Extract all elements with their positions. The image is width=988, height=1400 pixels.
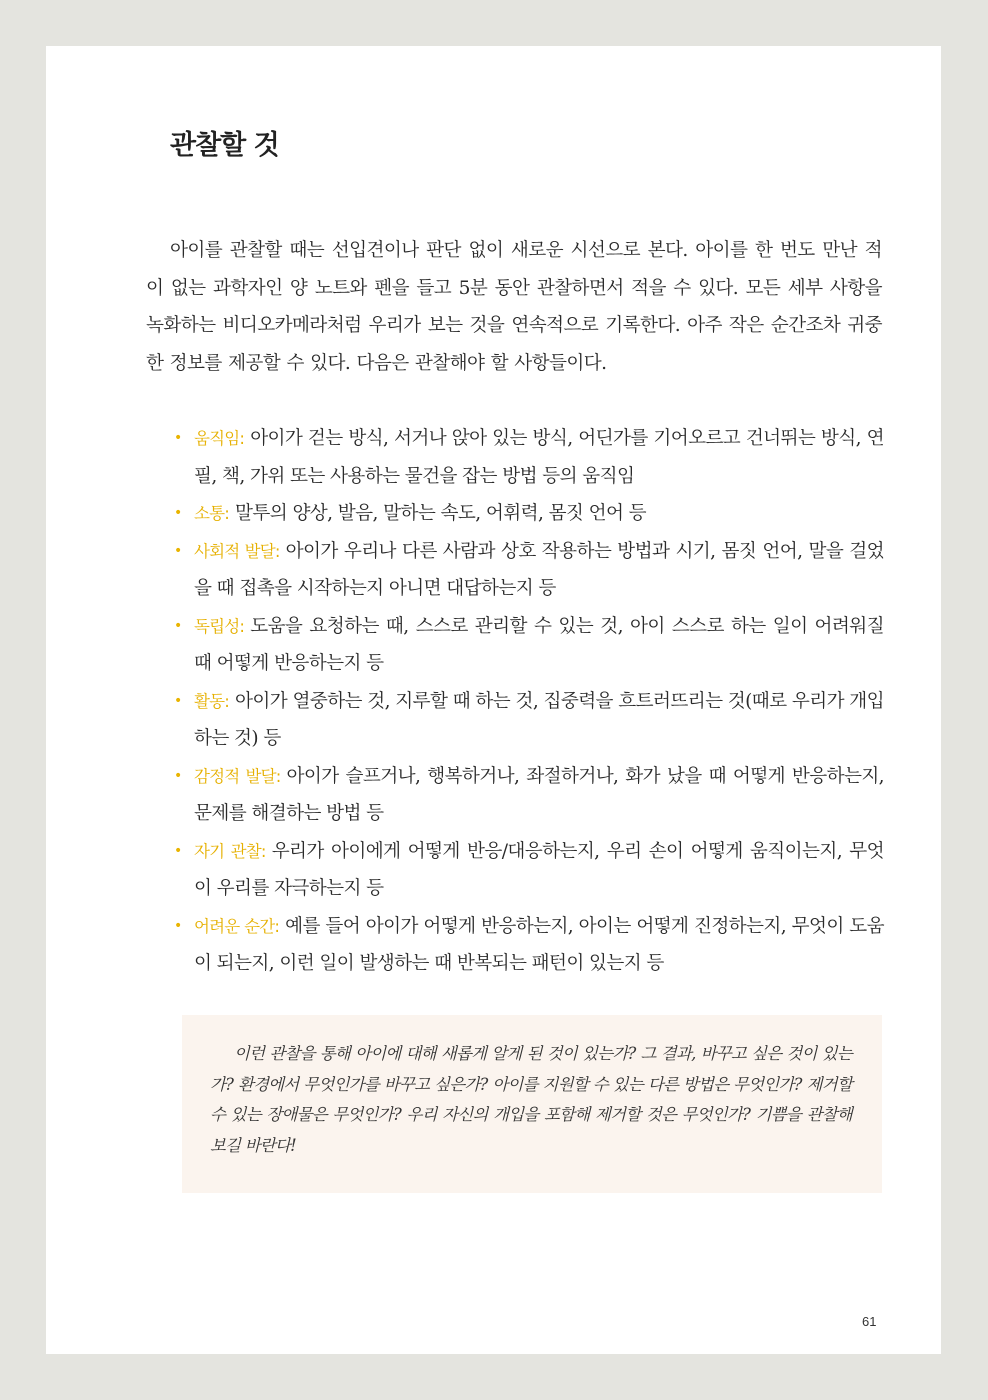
item-term: 감정적 발달: [194, 766, 281, 786]
list-item [174, 608, 884, 683]
bullet-icon: • [174, 692, 182, 709]
reflection-note-box [182, 1015, 882, 1193]
page-number: 61 [862, 1314, 877, 1329]
reflection-note-text: 이런 관찰을 통해 아이에 대해 새롭게 알게 된 것이 있는가? 그 결과, 바꾸고 싶은 것이 있는가? 환경에서 무엇인가를 바꾸고 싶은가? 아이를 지원할 수 있는 다른 방법은 무엇인가? 제거할 수 있는 장애물은 무엇인가? 우리 자신의 개입을 포함해 제거할 것은 무엇인가? 기쁨을 관찰해 보길 바란다! [210, 1044, 852, 1155]
item-text: 도움을 요청하는 때, 스스로 관리할 수 있는 것, 아이 스스로 하는 일이 어려워질 때 어떻게 반응하는지 등 [194, 615, 884, 674]
observation-list [174, 420, 884, 983]
list-item [174, 420, 884, 495]
item-term: 자기 관찰: [194, 841, 266, 861]
bullet-icon: • [174, 917, 182, 934]
section-title: 관찰할 것 [170, 130, 279, 161]
item-text: 예를 들어 아이가 어떻게 반응하는지, 아이는 어떻게 진정하는지, 무엇이 도움이 되는지, 이런 일이 발생하는 때 반복되는 패턴이 있는지 등 [194, 915, 885, 974]
item-text: 아이가 슬프거나, 행복하거나, 좌절하거나, 화가 났을 때 어떻게 반응하는지, 문제를 해결하는 방법 등 [194, 765, 884, 824]
item-text: 아이가 걷는 방식, 서거나 앉아 있는 방식, 어딘가를 기어오르고 건너뛰는 방식, 연필, 책, 가위 또는 사용하는 물건을 잡는 방법 등의 움직임 [194, 428, 884, 487]
list-item [174, 833, 884, 908]
item-term: 움직임: [194, 429, 245, 448]
item-term: 어려운 순간: [194, 916, 280, 936]
bullet-icon: • [174, 767, 182, 784]
item-term: 사회적 발달: [194, 541, 280, 561]
item-text: 말투의 양상, 발음, 말하는 속도, 어휘력, 몸짓 언어 등 [235, 503, 647, 524]
list-item [174, 683, 884, 758]
list-item [174, 908, 884, 983]
item-term: 활동: [194, 691, 230, 711]
item-text: 우리가 아이에게 어떻게 반응/대응하는지, 우리 손이 어떻게 움직이는지, 무엇이 우리를 자극하는지 등 [194, 840, 884, 899]
intro-paragraph: 아이를 관찰할 때는 선입견이나 판단 없이 새로운 시선으로 본다. 아이를 한 번도 만난 적이 없는 과학자인 양 노트와 펜을 들고 5분 동안 관찰하면서 적을 수 있다. 모든 세부 사항을 녹화하는 비디오카메라처럼 우리가 보는 것을 연속적으로 기록한다. 아주 작은 순간조차 귀중한 정보를 제공할 수 있다. 다음은 관찰해야 할 사항들이다. [146, 240, 882, 374]
bullet-icon: • [174, 617, 182, 634]
bullet-icon: • [174, 842, 182, 859]
item-term: 독립성: [194, 616, 245, 636]
list-item [174, 495, 884, 533]
item-text: 아이가 열중하는 것, 지루할 때 하는 것, 집중력을 흐트러뜨리는 것(때로 우리가 개입하는 것) 등 [194, 690, 884, 749]
item-term: 소통: [194, 504, 230, 523]
bullet-icon: • [174, 430, 182, 446]
book-page [46, 46, 941, 1354]
bullet-icon: • [174, 505, 182, 521]
list-item [174, 758, 884, 833]
item-text: 아이가 우리나 다른 사람과 상호 작용하는 방법과 시기, 몸짓 언어, 말을 걸었을 때 접촉을 시작하는지 아니면 대답하는지 등 [194, 540, 884, 599]
bullet-icon: • [174, 542, 182, 559]
list-item [174, 533, 884, 608]
